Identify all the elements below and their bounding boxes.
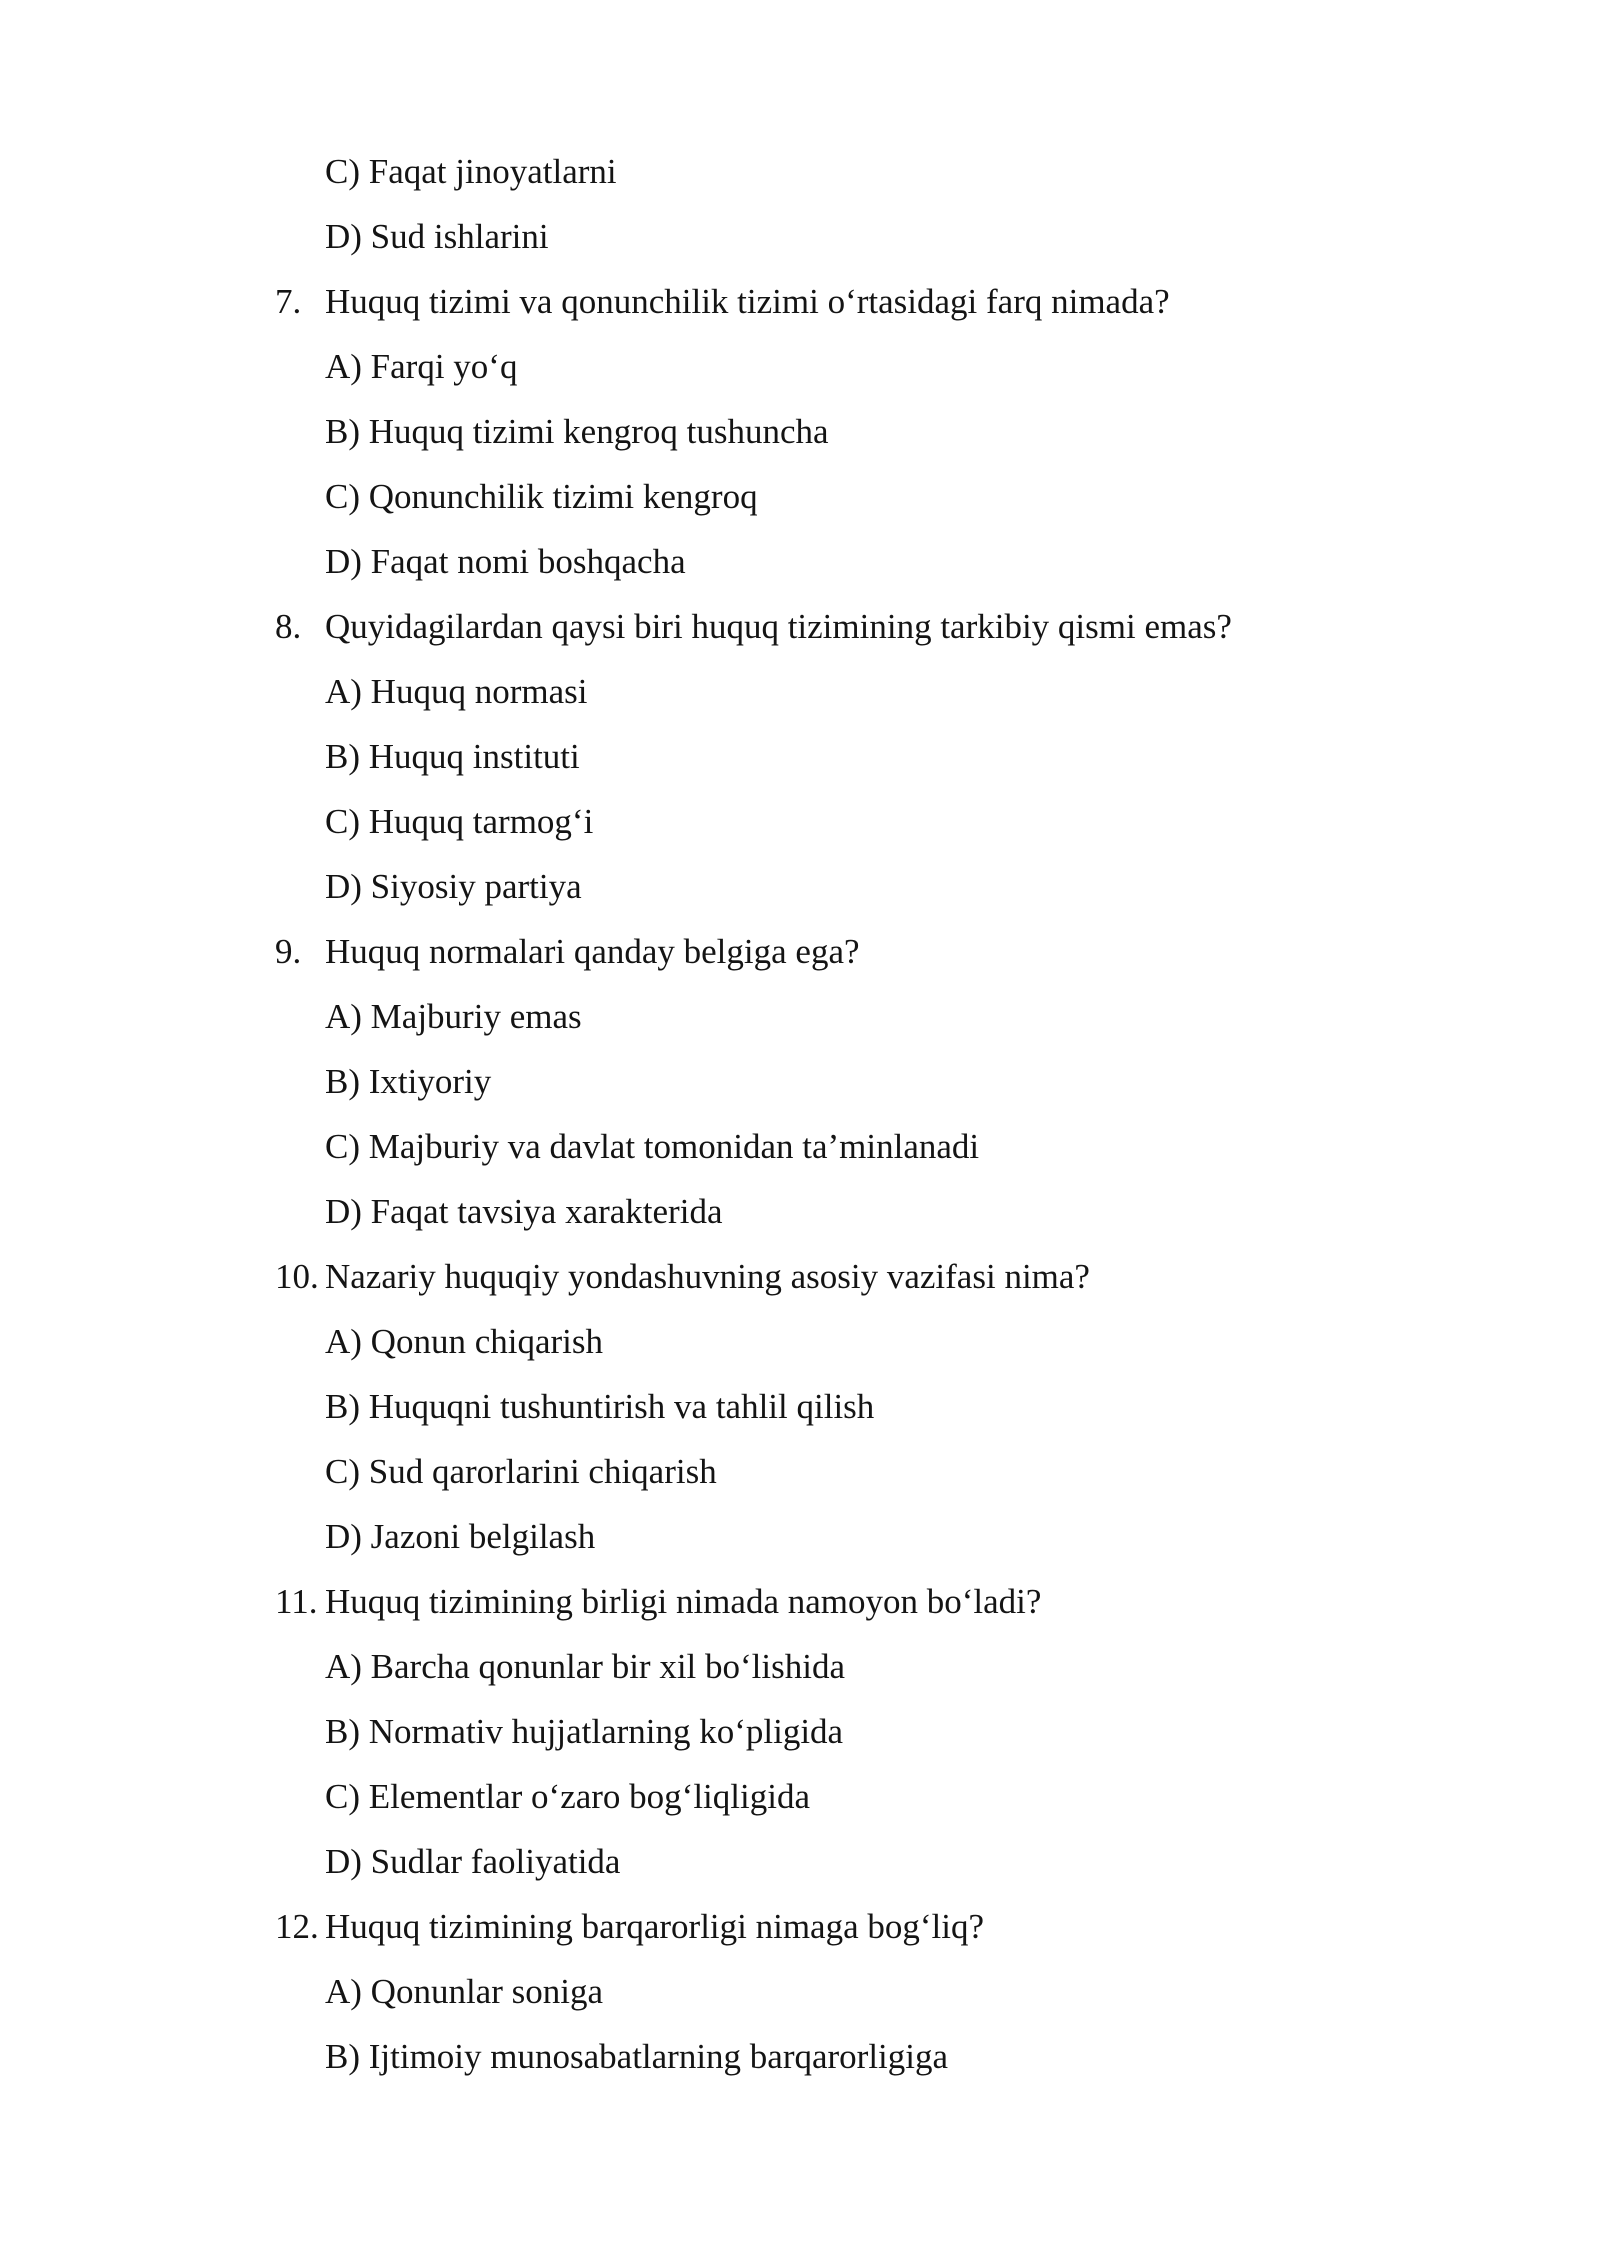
- answer-option: B) Ixtiyoriy: [325, 1062, 492, 1101]
- answer-option: D) Jazoni belgilash: [325, 1517, 596, 1556]
- question-text: Quyidagilardan qaysi biri huquq tizimining tarkibiy qismi emas?: [325, 607, 1232, 646]
- answer-option: A) Majburiy emas: [325, 997, 582, 1036]
- question-text: Huquq tizimining birligi nimada namoyon bo‘ladi?: [325, 1582, 1042, 1621]
- answer-option: B) Huquqni tushuntirish va tahlil qilish: [325, 1387, 875, 1426]
- question-text: Nazariy huquqiy yondashuvning asosiy vazifasi nima?: [325, 1257, 1090, 1296]
- question-number: 8.: [275, 607, 302, 646]
- answer-option: A) Qonunlar soniga: [325, 1972, 604, 2011]
- answer-option: A) Barcha qonunlar bir xil bo‘lishida: [325, 1647, 846, 1686]
- answer-option: A) Huquq normasi: [325, 672, 588, 711]
- answer-option: A) Qonun chiqarish: [325, 1322, 604, 1361]
- question-number: 12.: [275, 1907, 319, 1946]
- answer-option: D) Faqat tavsiya xarakterida: [325, 1192, 723, 1231]
- question-number: 10.: [275, 1257, 319, 1296]
- answer-option: C) Qonunchilik tizimi kengroq: [325, 477, 758, 516]
- answer-option: B) Huquq instituti: [325, 737, 580, 776]
- answer-option: C) Elementlar o‘zaro bog‘liqligida: [325, 1777, 810, 1816]
- answer-option: A) Farqi yo‘q: [325, 347, 518, 386]
- answer-option: C) Huquq tarmog‘i: [325, 802, 594, 841]
- answer-option: B) Huquq tizimi kengroq tushuncha: [325, 412, 829, 451]
- question-text: Huquq normalari qanday belgiga ega?: [325, 932, 860, 971]
- answer-option: D) Siyosiy partiya: [325, 867, 582, 906]
- answer-option: C) Majburiy va davlat tomonidan ta’minlanadi: [325, 1127, 980, 1166]
- question-number: 7.: [275, 282, 302, 321]
- answer-option: C) Faqat jinoyatlarni: [325, 152, 617, 191]
- answer-option: D) Sudlar faoliyatida: [325, 1842, 621, 1881]
- question-number: 11.: [275, 1582, 318, 1621]
- question-text: Huquq tizimining barqarorligi nimaga bog‘liq?: [325, 1907, 985, 1946]
- answer-option: B) Normativ hujjatlarning ko‘pligida: [325, 1712, 844, 1751]
- question-number: 9.: [275, 932, 302, 971]
- answer-option: B) Ijtimoiy munosabatlarning barqarorligiga: [325, 2037, 949, 2076]
- question-text: Huquq tizimi va qonunchilik tizimi o‘rtasidagi farq nimada?: [325, 282, 1170, 321]
- answer-option: D) Faqat nomi boshqacha: [325, 542, 686, 581]
- answer-option: D) Sud ishlarini: [325, 217, 549, 256]
- answer-option: C) Sud qarorlarini chiqarish: [325, 1452, 717, 1491]
